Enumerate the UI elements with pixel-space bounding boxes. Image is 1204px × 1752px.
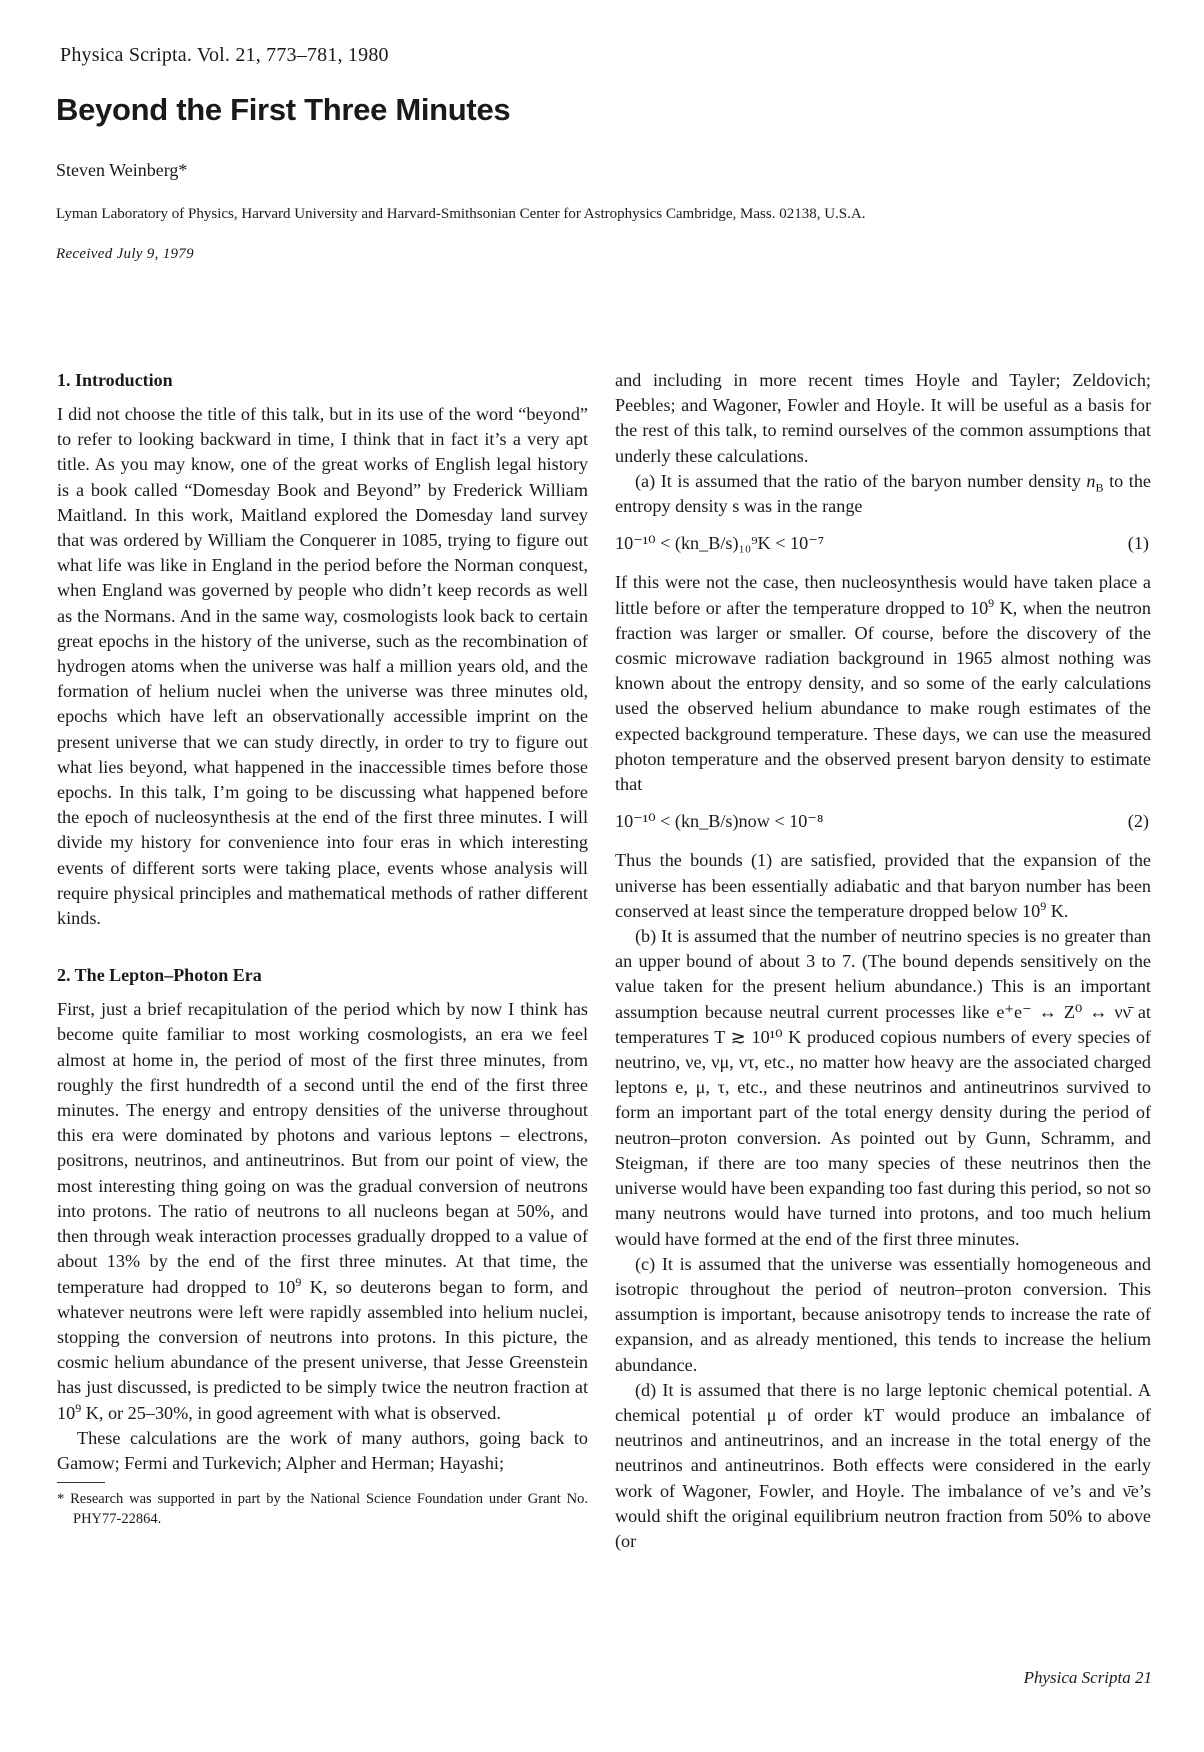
assumption-b: (b) It is assumed that the number of neutrino species is no greater than an upper bound of about 3 to 7. (The bound depends sensitively on the value taken for the present helium abundance.) This is an important assumption because neutral current processes like e⁺e⁻ ↔ Z⁰ ↔ νν̄ at temperatures T ≳ 10¹⁰ K produced copious numbers of every species of neutrino, νe, νμ, ντ, etc., no matter how heavy are the associated charged leptons e, μ, τ, etc., and these neutrinos and antineutrinos survived to form an important part of the total energy density during the period of neutron–proton conversion. As pointed out by Gunn, Schramm, and Steigman, if there are too many species of these neutrinos then the universe would have been expanding too fast during this period, so not so many neutrons would have turned into protons, and too much helium would have formed at the end of the first three minutes. [615,926,1151,1249]
right-paragraph-2: If this were not the case, then nucleosynthesis would have taken place a little before or after the temperature dropped to $10^9$ K, when the neutron fraction was larger or smaller. Of course, before the discovery of the cosmic microwave radiation background in 1965 almost nothing was known about the entropy density, and so some of the early calculations used the observed helium abundance to make rough estimates of the expected background temperature. These days, we can use the measured photon temperature and the observed present baryon density to estimate that [615,572,1151,795]
right-paragraph-1: and including in more recent times Hoyle and Tayler; Zeldovich; Peebles; and Wagoner, Fowler and Hoyle. It will be useful as a basis for the rest of this talk, to remind ourselves of the common assumptions that underly these calculations. [615,370,1151,466]
footnote: * Research was supported in part by the National Science Foundation under Grant No. PHY77-22864. [57,1491,588,1528]
assumption-c: (c) It is assumed that the universe was essentially homogeneous and isotropic throughout the period of neutron–proton conversion. This assumption is important, because anisotropy tends to increase the rate of expansion, and as already mentioned, this tends to increase the helium abundance. [615,1253,1151,1375]
equation-2-text: 10⁻¹⁰ < (kn_B/s)now < 10⁻⁸ [615,811,824,832]
left-column [57,368,588,1529]
received-date: Received July 9, 1979 [56,246,194,262]
journal-citation: Physica Scripta. Vol. 21, 773–781, 1980 [60,44,389,66]
equation-2-number: (2) [1127,811,1149,832]
lepton-paragraph-1: First, just a brief recapitulation of the period which by now I think has become quite familiar to most working cosmologists, an era we feel almost at home in, the period of most of the first three minutes, from roughly the first hundredth of a second until the end of the first three minutes. The energy and entropy densities of the universe throughout this era were dominated by photons and various leptons – electrons, positrons, neutrinos, and antineutrinos. But from our point of view, the most interesting thing going on was the gradual conversion of neutrons into protons. The ratio of neutrons to all nucleons began at 50%, and then through weak interaction processes gradually dropped to a value of about 13% by the end of the first three minutes. At that time, the temperature had dropped to $10^9$ K, so deuterons began to form, and whatever neutrons were left were rapidly assembled into helium nuclei, stopping the conversion of neutrons into protons. In this picture, the cosmic helium abundance of the present universe, that Jesse Greenstein has just discussed, is predicted to be simply twice the neutron fraction at $10^9$ K, or 25–30%, in good agreement with what is observed. [57,999,588,1423]
intro-paragraph: I did not choose the title of this talk, but in its use of the word “beyond” to refer to looking backward in time, I think that in fact it’s a very apt title. As you may know, one of the great works of English legal history is a book called “Domesday Book and Beyond” by Frederick William Maitland. In this work, Maitland explored the Domesday land survey that was ordered by William the Conquerer in 1085, trying to figure out what life was like in England in the period before the Norman conquest, when England was governed by people who didn’t keep records as well as the Normans. And in the same way, cosmologists look back to certain great epochs in the history of the universe, such as the recombination of hydrogen atoms when the universe was half a million years old, and the formation of helium nuclei when the universe was three minutes old, epochs which have left an observationally accessible imprint on the present universe that we can study directly, in order to try to figure out what lies beyond, what happened in the inaccessible times before those epochs. In this talk, I’m going to be discussing what happened before the epoch of nucleosynthesis at the end of the first three minutes. I will divide my history for convenience into four eras in which interesting events of different sorts were taking place, events whose analysis will require physical principles and mathematical methods of rather different kinds. [57,404,588,929]
paper-title: Beyond the First Three Minutes [56,92,511,127]
page-footer: Physica Scripta 21 [1023,1668,1152,1687]
equation-1-number: (1) [1127,533,1149,554]
assumption-a: (a) It is assumed that the ratio of the baryon number density $n_B$ to the entropy density s was in the range [615,470,1151,517]
right-column [615,368,1151,1554]
equation-1 [615,531,1151,556]
assumption-d: (d) It is assumed that there is no large leptonic chemical potential. A chemical potential μ of order kT would produce an imbalance of neutrinos and antineutrinos, and an increase in the total energy of the neutrinos and antineutrinos. Both effects were considered in the early work of Wagoner, Fowler, and Hoyle. The imbalance of νe’s and ν̄e’s would shift the original equilibrium neutron fraction from 50% to above (or [615,1379,1151,1551]
right-paragraph-3: Thus the bounds (1) are satisfied, provided that the expansion of the universe has been essentially adiabatic and that baryon number has been conserved at least since the temperature dropped below $10^9$ K. [615,850,1151,921]
author-affiliation: Lyman Laboratory of Physics, Harvard University and Harvard-Smithsonian Center for Astrophysics Cambridge, Mass. 02138, U.S.A. [56,206,866,222]
section-heading-introduction: 1. Introduction [57,370,173,390]
section-heading-lepton-photon-era: 2. The Lepton–Photon Era [57,965,262,986]
equation-2 [615,809,1151,834]
lepton-paragraph-2: These calculations are the work of many authors, going back to Gamow; Fermi and Turkevich; Alpher and Herman; Hayashi; [57,1427,588,1473]
footnote-rule [57,1482,105,1483]
equation-1-text: 10⁻¹⁰ < (kn_B/s)₁₀⁹K < 10⁻⁷ [615,533,825,554]
author-name: Steven Weinberg* [56,160,188,180]
